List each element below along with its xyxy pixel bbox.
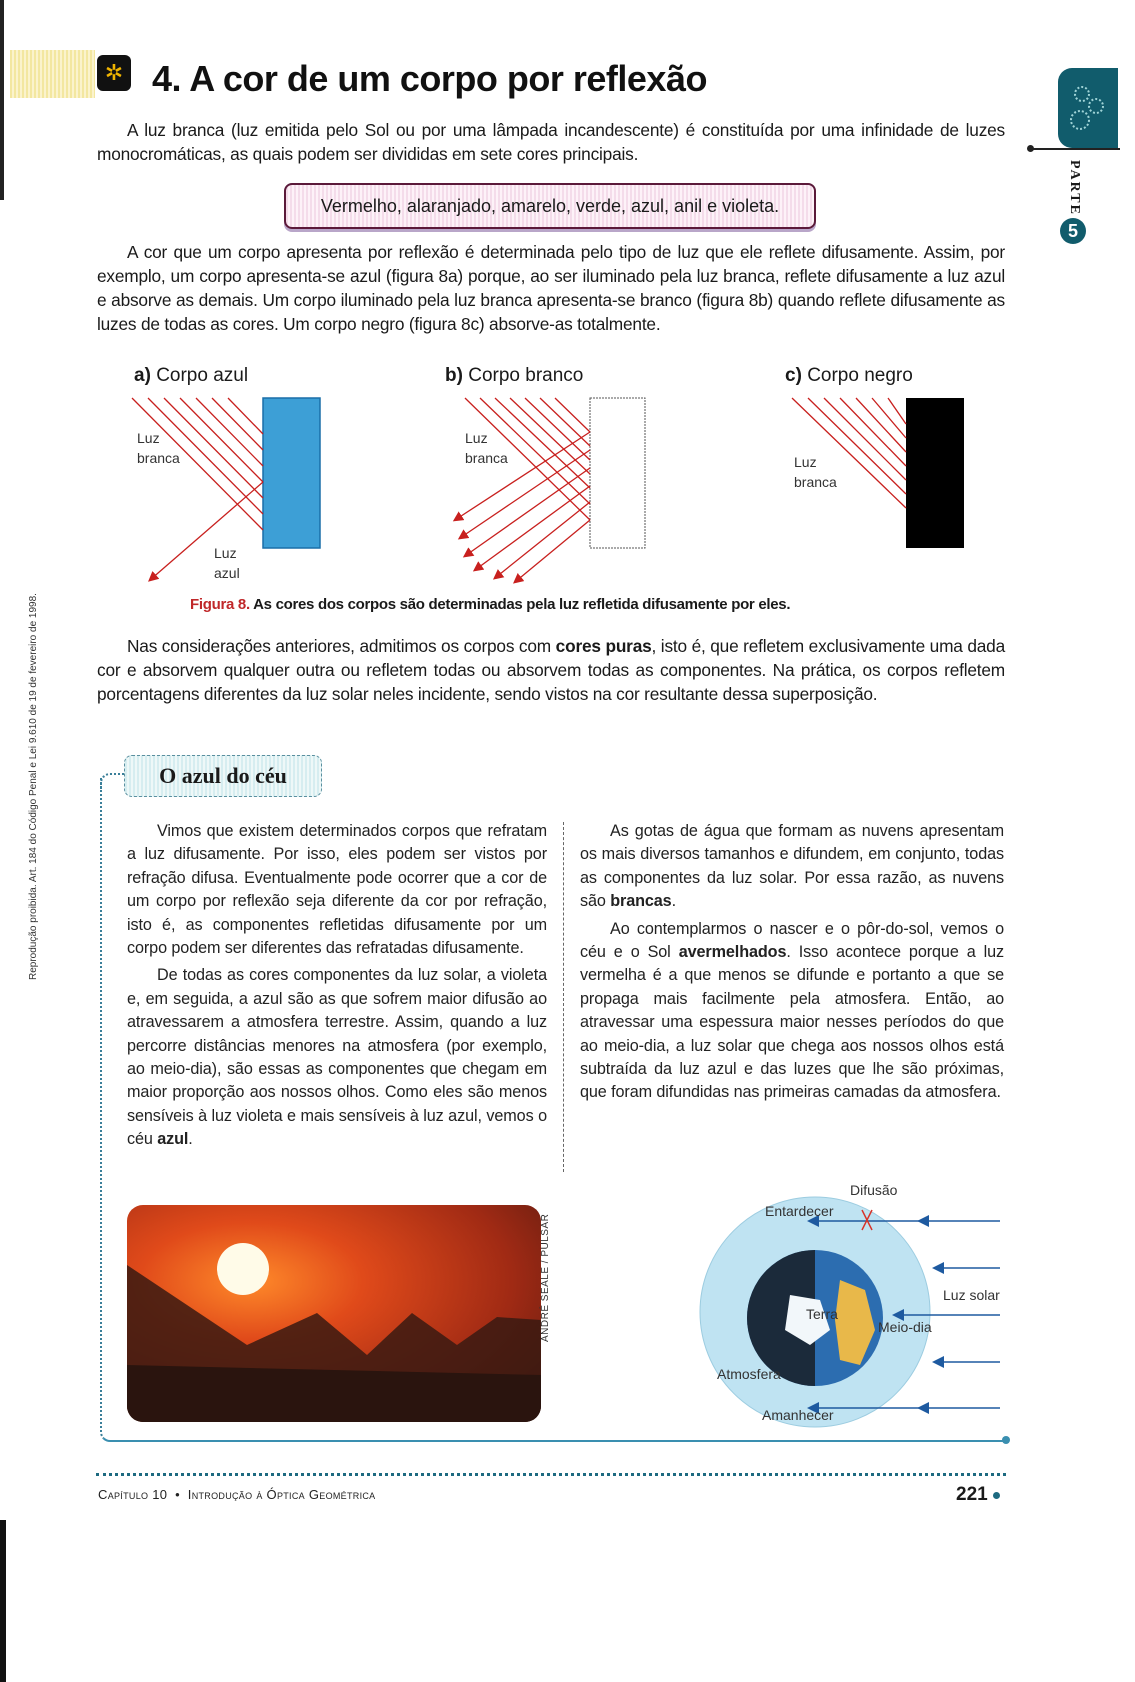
- copyright-note: Reprodução proibida. Art. 184 do Código Penal e Lei 9.610 de 19 de fevereiro de 1998.: [28, 593, 39, 980]
- figure-8a-incident-label: Luz branca: [137, 430, 180, 466]
- sunset-photo: [127, 1205, 541, 1422]
- footer-chapter: Capítulo 10 • Introdução à Óptica Geométrica: [98, 1487, 376, 1502]
- section-title: 4. A cor de um corpo por reflexão: [152, 58, 707, 99]
- white-body: [590, 398, 645, 548]
- box-right-paragraph-1: As gotas de água que formam as nuvens apresentam os mais diversos tamanhos e difundem, em conjunto, todas as componentes da luz solar. Por essa razão, as nuvens são brancas.: [580, 822, 1004, 911]
- photo-credit: ANDRÉ SEALE / PULSAR: [540, 1213, 551, 1342]
- label-atmosfera: Atmosfera: [717, 1366, 781, 1382]
- label-difusao: Difusão: [850, 1182, 898, 1198]
- figure-8c-incident-label: Luz branca: [794, 454, 837, 490]
- page-edge-shadow-bottom: [0, 1520, 6, 1682]
- parte-label: PARTE: [1067, 160, 1082, 216]
- page-edge-shadow: [0, 0, 4, 200]
- reflected-blue-ray: [150, 482, 263, 580]
- page-number-dot: [993, 1492, 1000, 1499]
- figure-8a-reflected-label: Luz azul: [214, 545, 240, 581]
- parte-number: 5: [1060, 218, 1086, 244]
- parte-marker-line: [1030, 148, 1120, 150]
- earth-atmosphere-diagram: [690, 1180, 1010, 1430]
- figure-8-caption: Figura 8. As cores dos corpos são determinadas pela luz refletida difusamente por eles.: [190, 596, 791, 613]
- label-entardecer: Entardecer: [765, 1203, 834, 1219]
- blue-body: [263, 398, 320, 548]
- page-number: 221: [956, 1484, 988, 1505]
- black-body: [906, 398, 964, 548]
- gear-icon: ✲: [97, 55, 131, 91]
- label-terra: Terra: [806, 1306, 838, 1322]
- box-left-paragraph-1: Vimos que existem determinados corpos que refratam a luz difusamente. Por isso, eles podem ser vistos por refração difusa. Eventualmente pode ocorrer que a cor de um corpo por reflexão seja diferente da cor por refração, isto é, as componentes refletidas difusamente por um corpo podem ser diferentes das refratadas difusamente.: [127, 822, 547, 958]
- figure-8c-title: c) Corpo negro: [785, 365, 913, 386]
- reflection-paragraph: [97, 240, 1005, 336]
- intro-paragraph: [97, 118, 1005, 166]
- figure-8a-title: a) Corpo azul: [134, 365, 249, 386]
- box-left-column: [127, 820, 547, 1156]
- footer-divider: [96, 1473, 1006, 1476]
- title-accent-strip: [10, 50, 95, 98]
- parte-tab: [1058, 68, 1118, 148]
- label-luz-solar: Luz solar: [943, 1287, 1000, 1303]
- label-amanhecer: Amanhecer: [762, 1407, 834, 1423]
- figure-8b-incident-label: Luz branca: [465, 430, 508, 466]
- gears-icon: [1058, 68, 1118, 148]
- info-box-title: O azul do céu: [124, 755, 322, 797]
- pure-colors-paragraph: Nas considerações anteriores, admitimos os corpos com cores puras, isto é, que refletem exclusivamente uma dada cor e absorvem qualquer outra ou refletem todas ou absorvem todas as componentes. Na prática, os corpos refletem porcentagens diferentes da luz solar neles incidente, sendo vistos na cor resultante dessa superposição.: [97, 636, 1005, 704]
- figure-8-diagram: [120, 390, 1040, 590]
- label-meio-dia: Meio-dia: [878, 1319, 932, 1335]
- sun: [217, 1243, 269, 1295]
- box-right-paragraph-2: Ao contemplarmos o nascer e o pôr-do-sol, vemos o céu e o Sol avermelhados. Isso acontece porque a luz vermelha é a que menos se difunde e portanto a que se propaga mais facilmente pela atmosfera. Então, ao atravessar uma espessura maior nesses períodos do que ao meio-dia, a luz solar que chega aos nossos olhos está subtraída da luz azul e das luzes que lhe são próximas, que foram difundidas nas primeiras camadas da atmosfera.: [580, 919, 1005, 1102]
- intro-text: A luz branca (luz emitida pelo Sol ou por uma lâmpada incandescente) é constituída por uma infinidade de luzes monocromáticas, as quais podem ser divididas em sete cores principais.: [97, 120, 1005, 164]
- info-box-end-dot: [1002, 1436, 1010, 1444]
- column-divider: [563, 822, 564, 1172]
- box-right-column: [580, 820, 1004, 1109]
- bold-term: cores puras: [555, 636, 652, 656]
- figure-8b-title: b) Corpo branco: [445, 365, 584, 386]
- box-left-paragraph-2: De todas as cores componentes da luz solar, a violeta e, em seguida, a azul são as que sofrem maior difusão ao atravessarem a atmosfera terrestre. Assim, quando a luz percorre distâncias menores na atmosfera (por exemplo, ao meio-dia), são essas as componentes que chegam em maior proporção aos nossos olhos. Como eles são menos sensíveis à luz violeta e mais sensíveis à luz azul, vemos o céu azul.: [127, 966, 547, 1149]
- reflection-text: A cor que um corpo apresenta por reflexão é determinada pelo tipo de luz que ele reflete difusamente. Assim, por exemplo, um corpo apresenta-se azul (figura 8a) porque, ao ser iluminado pela luz branca, reflete difusamente a luz azul e absorve as demais. Um corpo iluminado pela luz branca apresenta-se branco (figura 8b) quando reflete difusamente as luzes de todas as cores. Um corpo negro (figura 8c) absorve-as totalmente.: [97, 242, 1005, 334]
- colors-box: Vermelho, alaranjado, amarelo, verde, azul, anil e violeta.: [284, 183, 816, 229]
